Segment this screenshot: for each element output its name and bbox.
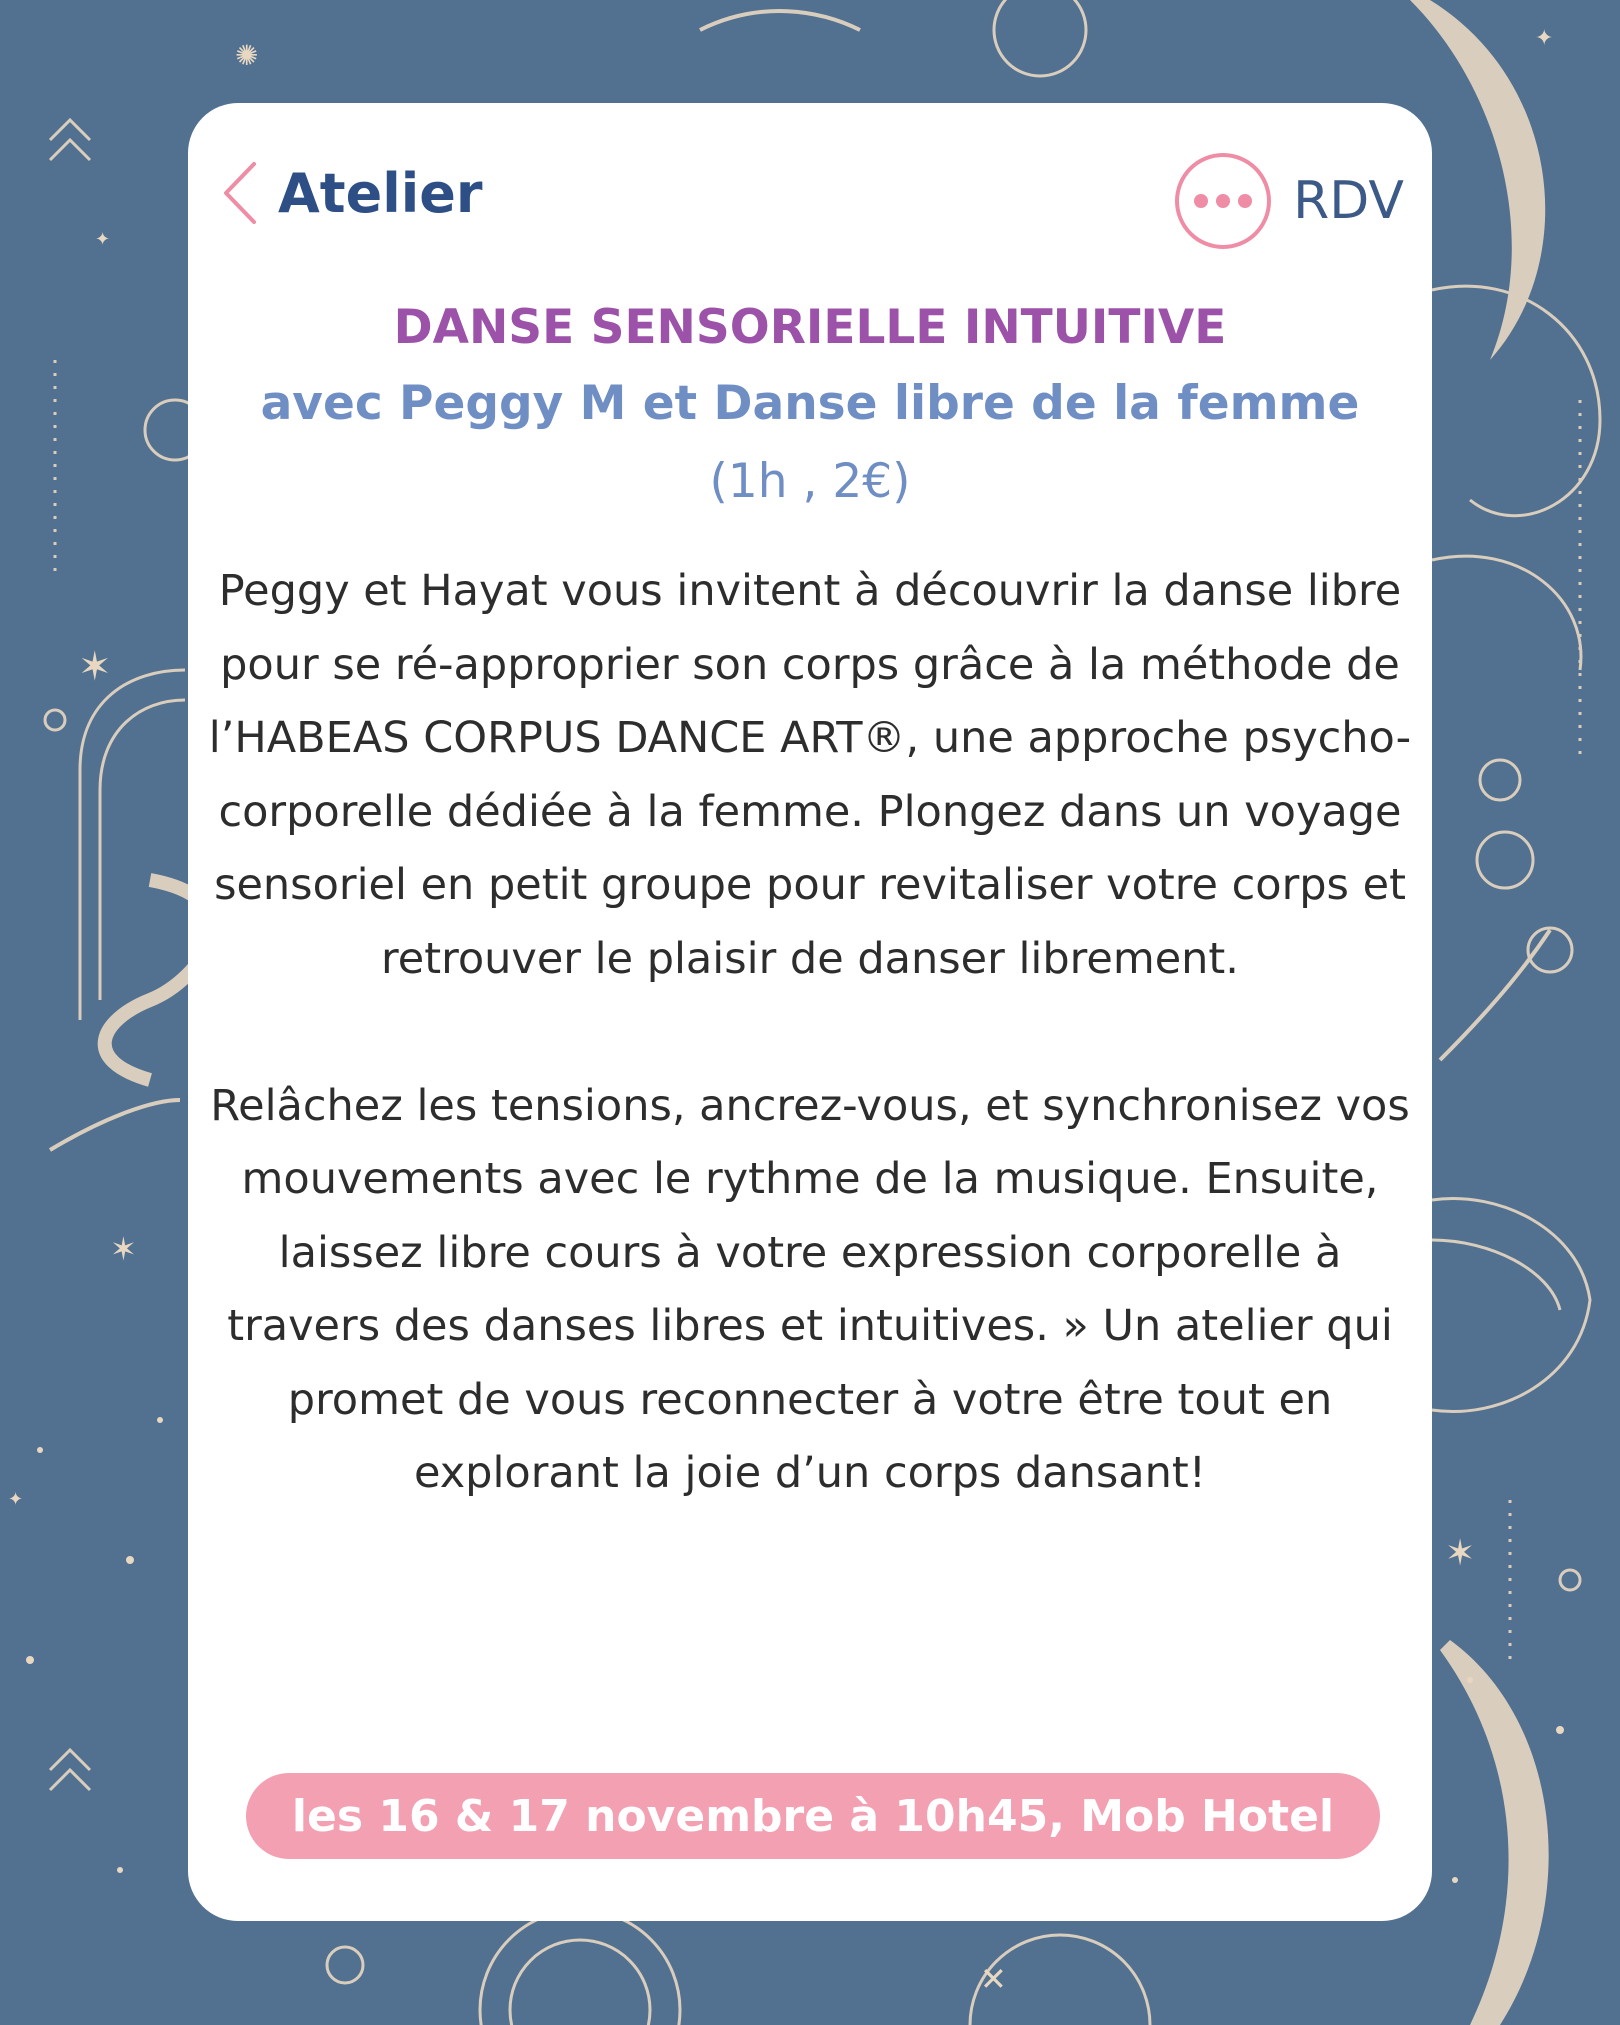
chevron-left-icon — [218, 158, 262, 228]
svg-text:✦: ✦ — [95, 229, 111, 250]
svg-text:✦: ✦ — [1535, 26, 1554, 51]
svg-text:✺: ✺ — [235, 39, 259, 72]
svg-text:✶: ✶ — [78, 644, 112, 690]
svg-text:✕: ✕ — [980, 1960, 1007, 1998]
planet-top — [994, 0, 1086, 76]
event-title: DANSE SENSORIELLE INTUITIVE — [393, 300, 1227, 355]
more-dots-icon — [1175, 153, 1271, 249]
back-label: Atelier — [278, 161, 483, 225]
date-location-badge: les 16 & 17 novembre à 10h45, Mob Hotel — [246, 1773, 1380, 1859]
rdv-button[interactable] — [1175, 151, 1404, 251]
svg-text:✶: ✶ — [1445, 1533, 1476, 1574]
back-button[interactable] — [218, 153, 483, 233]
svg-text:✶: ✶ — [110, 1230, 137, 1268]
event-description — [208, 555, 1412, 1511]
description-paragraph: Relâchez les tensions, ancrez-vous, et synchronisez vos mouvements avec le rythme de la musique. Ensuite, laissez libre cours à votre expression corporelle à travers des danses libres et intuitives. » Un atelier qui promet de vous reconnecter à votre être tout en explorant la joie d’un corps dansant! — [210, 1080, 1410, 1498]
rdv-label: RDV — [1293, 171, 1404, 231]
description-paragraph: Peggy et Hayat vous invitent à découvrir la danse libre pour se ré-approprier son corps grâce à la méthode de l’HABEAS CORPUS DANCE ART®, une approche psycho-corporelle dédiée à la femme. Plongez dans un voyage sensoriel en petit groupe pour revitaliser votre corps et retrouver le plaisir de danser librement. — [208, 566, 1412, 984]
event-subtitle — [248, 365, 1372, 521]
event-meta: (1h , 2€) — [709, 454, 911, 509]
moon-bottom-right — [1440, 1640, 1549, 2025]
svg-text:✦: ✦ — [8, 1489, 24, 1510]
event-host: avec Peggy M et Danse libre de la femme — [260, 376, 1360, 431]
event-card — [188, 103, 1432, 1921]
